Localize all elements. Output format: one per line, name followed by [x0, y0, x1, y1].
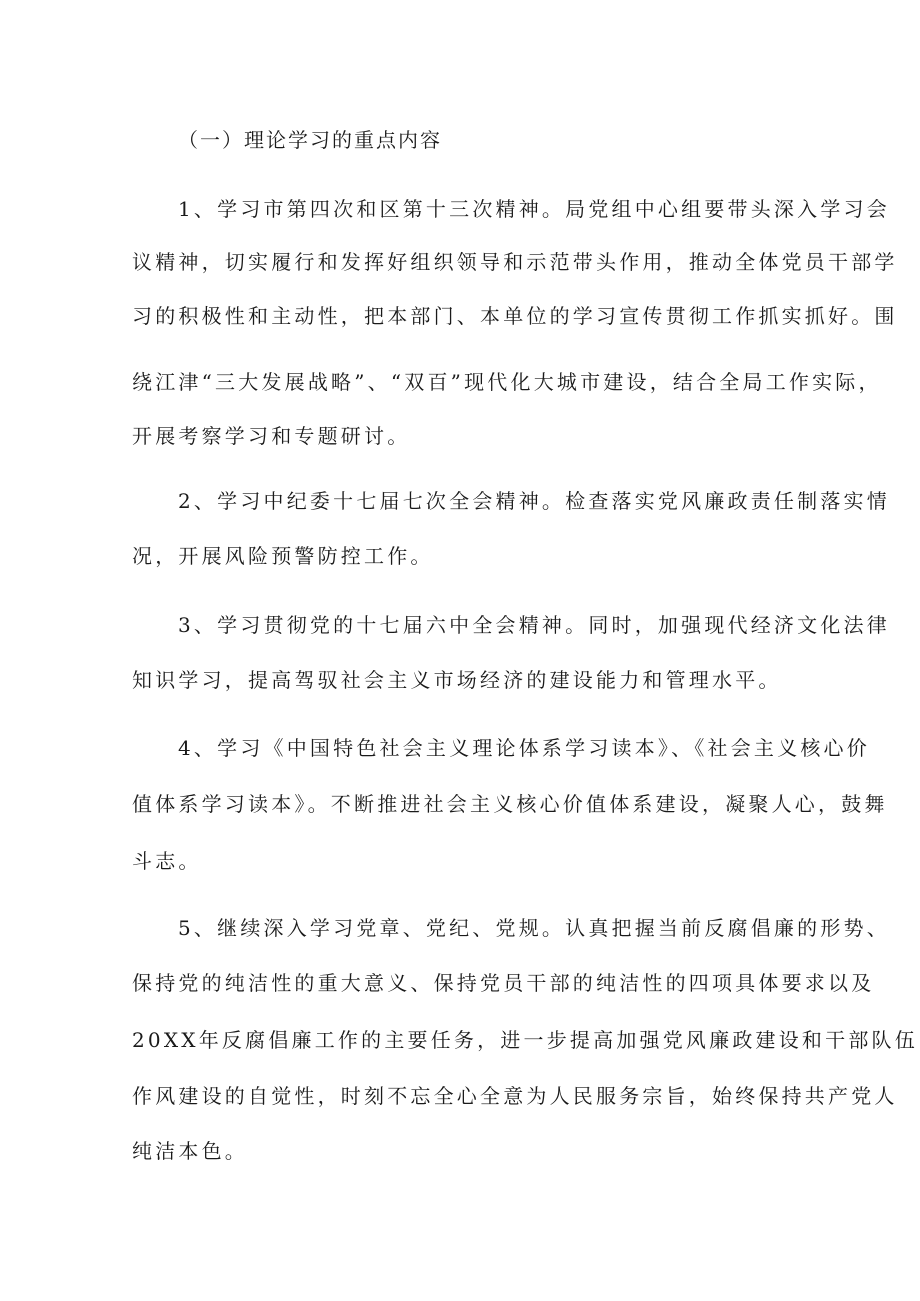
paragraph-line: 值体系学习读本》。不断推进社会主义核心价值体系建设，凝聚人心，鼓舞 — [132, 792, 888, 816]
paragraph-line: 开展考察学习和专题研讨。 — [132, 424, 411, 448]
paragraph-line: 2、学习中纪委十七届七次全会精神。检查落实党风廉政责任制落实情 — [178, 489, 890, 513]
paragraph-line: 绕江津“三大发展战略”、“双百”现代化大城市建设，结合全局工作实际， — [132, 370, 882, 394]
paragraph-line: 4、学习《中国特色社会主义理论体系学习读本》、《社会主义核心价 — [178, 736, 870, 760]
paragraph-line: 习的积极性和主动性，把本部门、本单位的学习宣传贯彻工作抓实抓好。围 — [132, 304, 898, 328]
paragraph-line: 3、学习贯彻党的十七届六中全会精神。同时，加强现代经济文化法律 — [178, 613, 890, 637]
paragraph-line: 纯洁本色。 — [132, 1139, 248, 1163]
paragraph-line: 5、继续深入学习党章、党纪、党规。认真把握当前反腐倡廉的形势、 — [178, 916, 890, 940]
section-heading: （一）理论学习的重点内容 — [178, 128, 442, 152]
paragraph-line: 20XX年反腐倡廉工作的主要任务，进一步提高加强党风廉政建设和干部队伍 — [132, 1028, 918, 1052]
paragraph-line: 作风建设的自觉性，时刻不忘全心全意为人民服务宗旨，始终保持共产党人 — [132, 1084, 898, 1108]
paragraph-line: 保持党的纯洁性的重大意义、保持党员干部的纯洁性的四项具体要求以及 — [132, 971, 875, 995]
paragraph-line: 知识学习，提高驾驭社会主义市场经济的建设能力和管理水平。 — [132, 668, 782, 692]
paragraph-line: 况，开展风险预警防控工作。 — [132, 544, 434, 568]
paragraph-line: 斗志。 — [132, 849, 202, 873]
paragraph-line: 1、学习市第四次和区第十三次精神。局党组中心组要带头深入学习会 — [178, 197, 890, 221]
paragraph-line: 议精神，切实履行和发挥好组织领导和示范带头作用，推动全体党员干部学 — [132, 250, 898, 274]
